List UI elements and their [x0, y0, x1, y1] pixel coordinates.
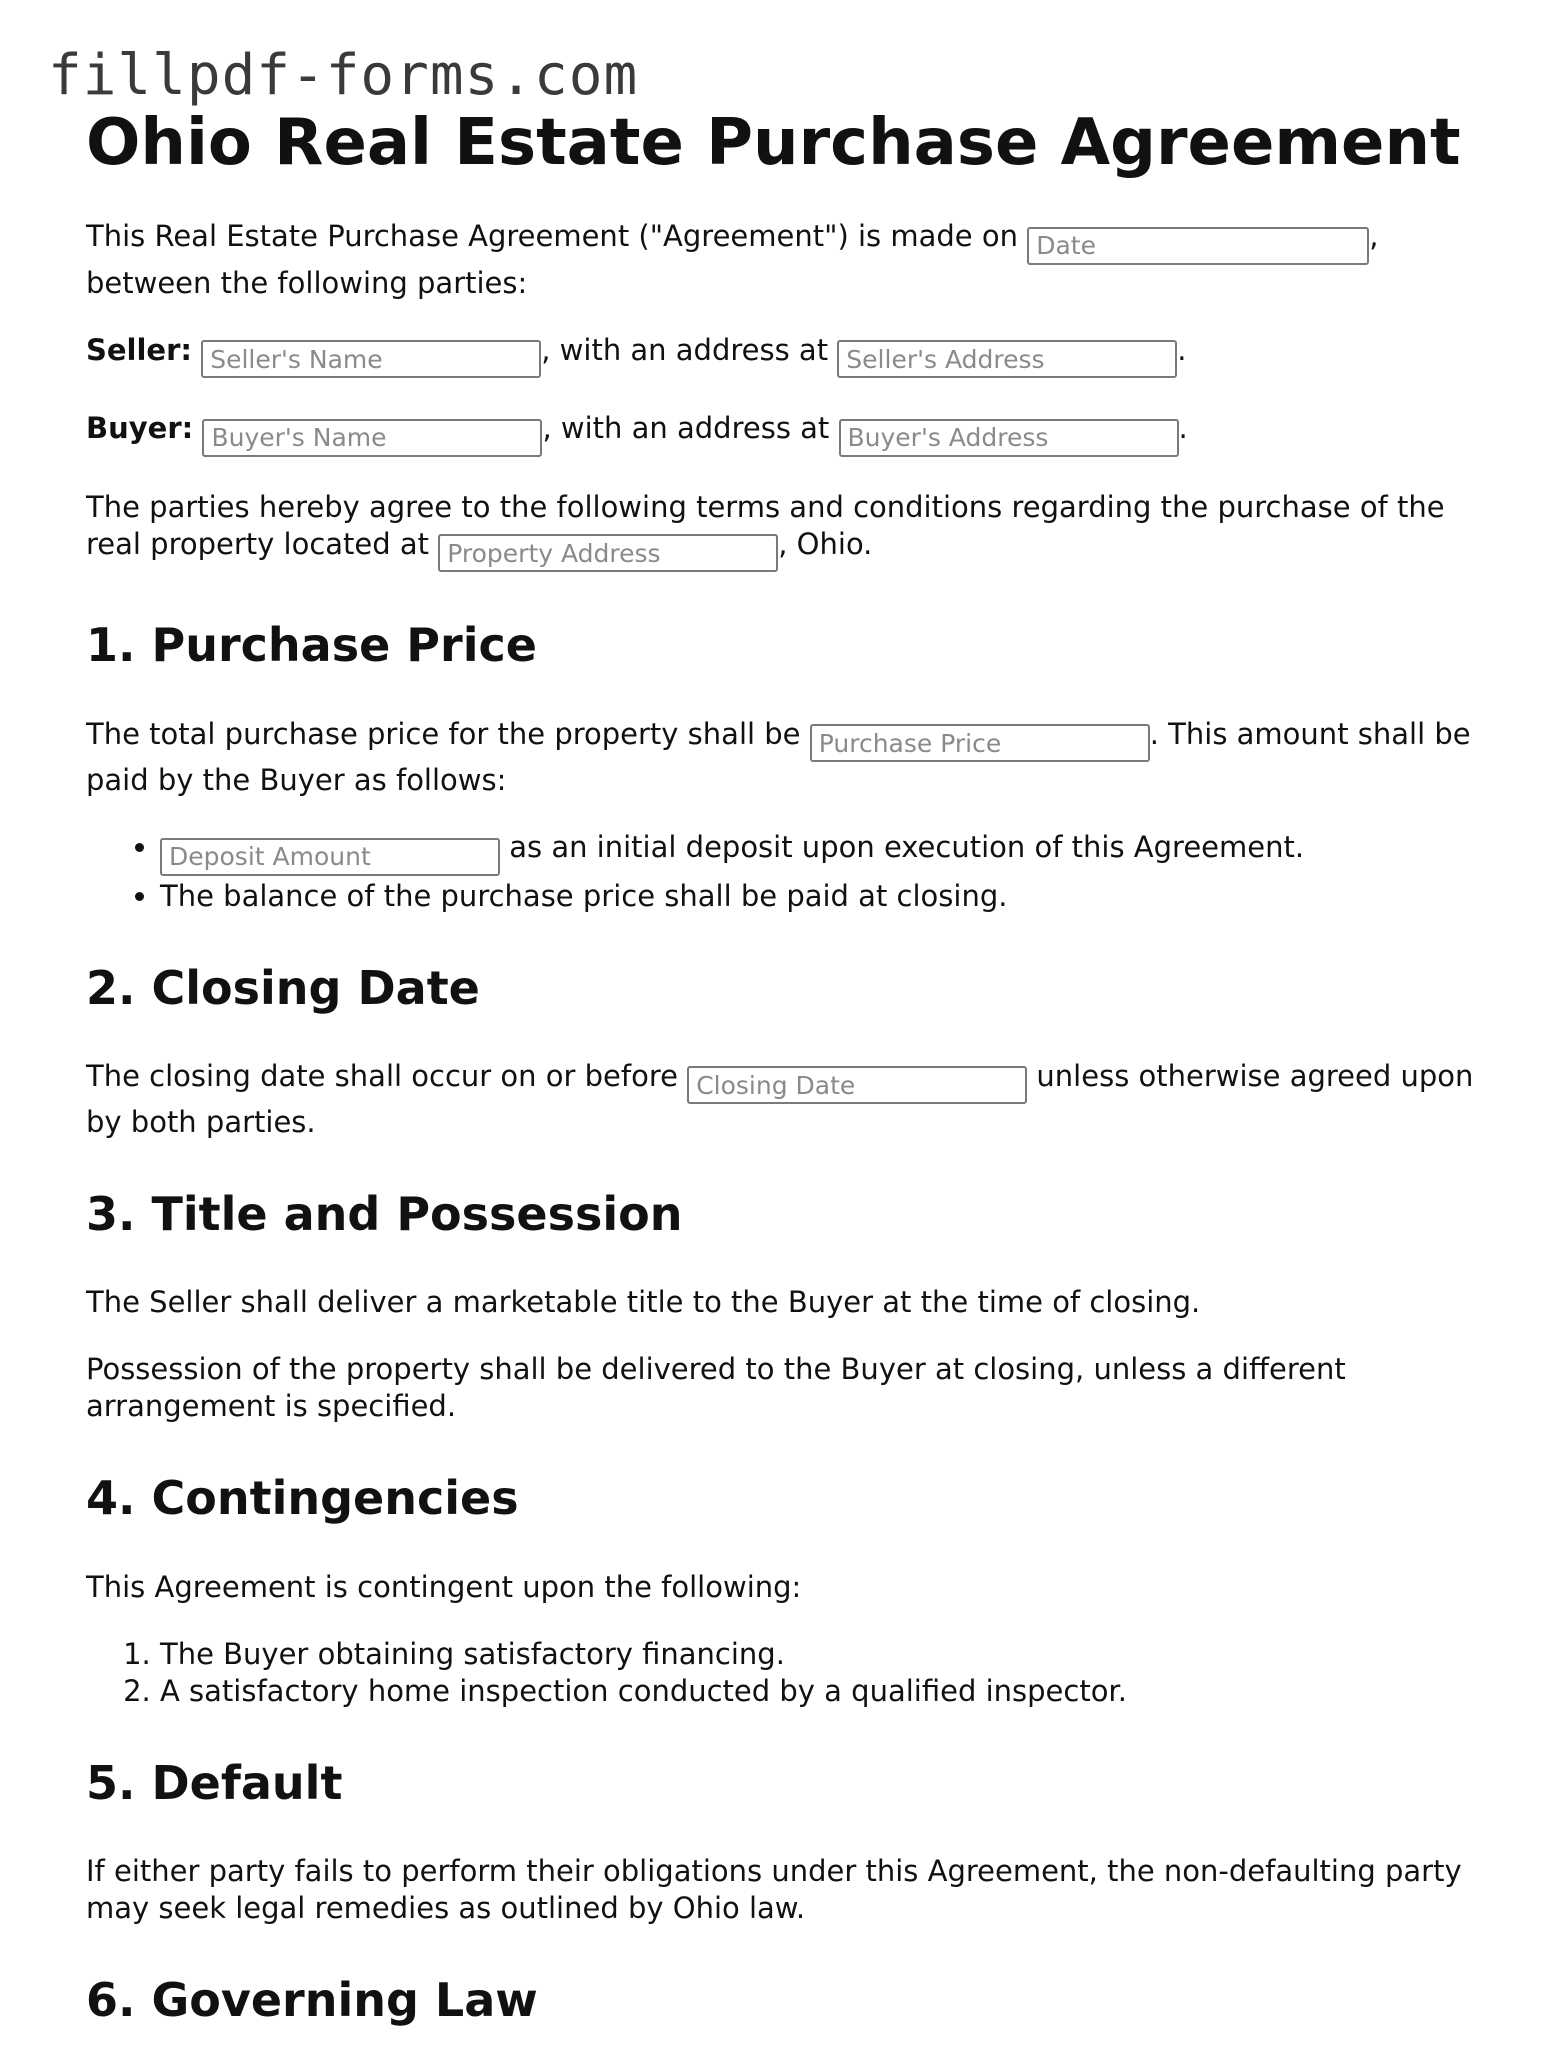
buyer-row	[86, 410, 1486, 457]
buyer-end: .	[1178, 411, 1188, 446]
deposit-text: as an initial deposit upon execution of this Agreement.	[509, 830, 1305, 865]
deposit-amount-field[interactable]	[160, 838, 500, 876]
site-watermark: fillpdf-forms.com	[48, 43, 639, 108]
document-title: Ohio Real Estate Purchase Agreement	[86, 106, 1461, 180]
buyer-address-field[interactable]	[839, 419, 1179, 457]
default-paragraph: If either party fails to perform their obligations under this Agreement, the non-defaulting party may seek legal remedies as outlined by Ohio law.	[86, 1853, 1462, 1925]
seller-row	[86, 332, 1486, 379]
balance-text: The balance of the purchase price shall be paid at closing.	[160, 878, 1008, 913]
list-item: 2. A satisfactory home inspection conducted by a qualified inspector.	[160, 1673, 1486, 1710]
intro-paragraph	[86, 218, 1486, 302]
purchase-price-field[interactable]	[810, 724, 1150, 762]
title-paragraph: The Seller shall deliver a marketable title to the Buyer at the time of closing.	[86, 1285, 1201, 1320]
buyer-label: Buyer:	[86, 411, 194, 446]
section-heading-governing-law: 6. Governing Law	[86, 1972, 538, 2027]
section-heading-closing-date: 2. Closing Date	[86, 960, 480, 1015]
property-address-field[interactable]	[438, 534, 778, 572]
payment-terms-list	[86, 829, 1486, 915]
possession-paragraph: Possession of the property shall be delivered to the Buyer at closing, unless a different arrangement is specified.	[86, 1352, 1346, 1424]
seller-end: .	[1177, 332, 1187, 367]
closing-date-field[interactable]	[687, 1066, 1027, 1104]
agreement-document	[86, 108, 1486, 2070]
purchase-price-text-before: The total purchase price for the property shall be	[86, 716, 801, 751]
purchase-price-paragraph	[86, 716, 1486, 800]
intro-text-before: This Real Estate Purchase Agreement ("Agreement") is made on	[86, 219, 1018, 254]
closing-date-paragraph	[86, 1058, 1486, 1142]
list-item	[160, 829, 1486, 876]
property-text-after: , Ohio.	[778, 526, 873, 561]
contingencies-list	[86, 1636, 1486, 1710]
section-heading-default: 5. Default	[86, 1755, 343, 1810]
closing-text-after: unless otherwise agreed upon by both parties.	[86, 1058, 1474, 1140]
list-item	[160, 878, 1486, 915]
seller-name-field[interactable]	[201, 340, 541, 378]
section-heading-contingencies: 4. Contingencies	[86, 1471, 519, 1526]
contingencies-intro: This Agreement is contingent upon the following:	[86, 1569, 802, 1604]
section-heading-purchase-price: 1. Purchase Price	[86, 618, 537, 673]
purchase-price-text-after: . This amount shall be paid by the Buyer as follows:	[86, 716, 1471, 798]
agreement-date-field[interactable]	[1027, 227, 1369, 265]
buyer-mid-text: , with an address at	[542, 411, 830, 446]
list-item: 1. The Buyer obtaining satisfactory financing.	[160, 1636, 1486, 1673]
property-paragraph	[86, 489, 1486, 573]
seller-label: Seller:	[86, 332, 193, 367]
closing-text-before: The closing date shall occur on or before	[86, 1058, 678, 1093]
property-text-before: The parties hereby agree to the following terms and conditions regarding the purchase of the real property located at	[86, 489, 1445, 561]
seller-mid-text: , with an address at	[541, 332, 829, 367]
section-heading-title-possession: 3. Title and Possession	[86, 1187, 683, 1242]
buyer-name-field[interactable]	[202, 419, 542, 457]
intro-text-after: , between the following parties:	[86, 219, 1379, 300]
seller-address-field[interactable]	[837, 340, 1177, 378]
